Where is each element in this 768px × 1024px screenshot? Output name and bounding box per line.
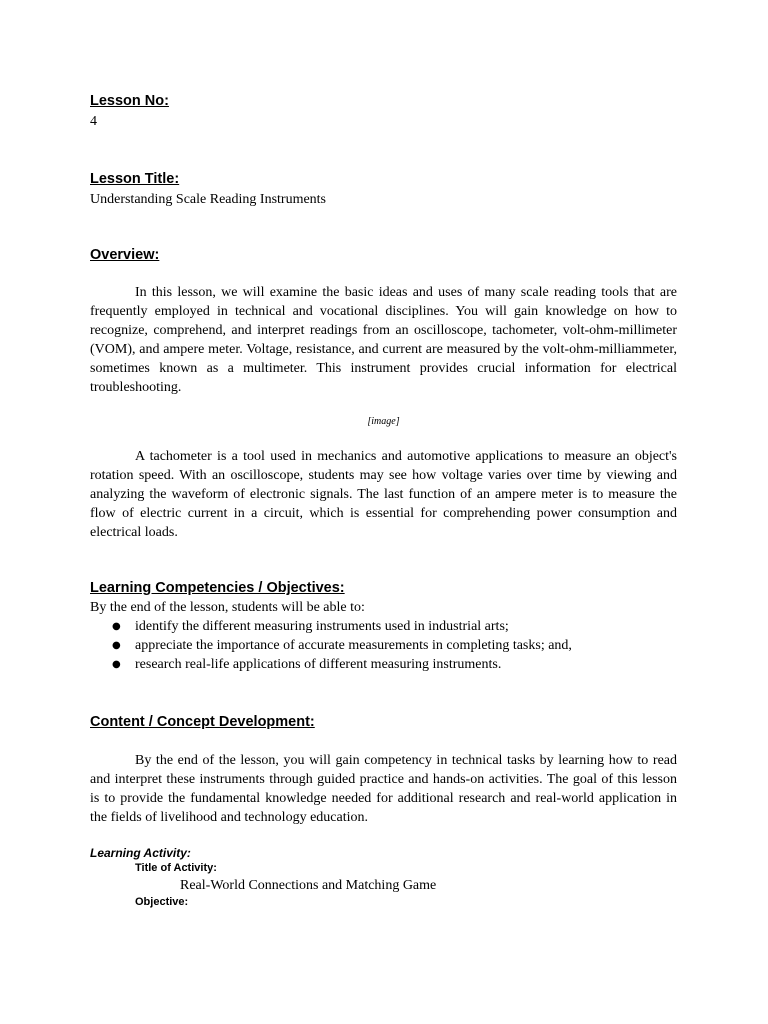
list-item [90, 636, 677, 655]
image-placeholder: [image] [367, 416, 400, 427]
bullet-icon: ● [112, 659, 121, 670]
objective-text: identify the different measuring instruments used in industrial arts; [135, 619, 509, 634]
content-paragraph: By the end of the lesson, you will gain competency in technical tasks by learning how to read and interpret these instruments through guided practice and hands-on activities. The goal of this lesson is to provide the fundamental knowledge needed for additional research and real-world application in the fields of livelihood and technology education. [90, 753, 677, 825]
lesson-title-heading: Lesson Title: [90, 171, 180, 187]
objectives-heading: Learning Competencies / Objectives: [90, 580, 345, 596]
learning-activity-heading: Learning Activity: [90, 846, 191, 860]
activity-title-value: Real-World Connections and Matching Game [180, 878, 437, 893]
overview-paragraph-2: A tachometer is a tool used in mechanics and automotive applications to measure an object's rotation speed. With an oscilloscope, students may see how voltage varies over time by viewing and analyzing the waveform of electronic signals. The last function of an ampere meter is to measure the flow of electric current in a circuit, which is essential for comprehending power consumption and electrical loads. [90, 449, 677, 540]
document-page [90, 92, 677, 910]
objective-text: appreciate the importance of accurate measurements in completing tasks; and, [135, 638, 572, 653]
objectives-intro: By the end of the lesson, students will be able to: [90, 600, 365, 615]
list-item [90, 655, 677, 674]
bullet-icon: ● [112, 621, 121, 632]
list-item [90, 617, 677, 636]
overview-paragraph-1: In this lesson, we will examine the basic ideas and uses of many scale reading tools that are frequently employed in technical and vocational disciplines. You will gain knowledge on how to recognize, comprehend, and interpret readings from an oscilloscope, tachometer, volt-ohm-millimeter (VOM), and ampere meter. Voltage, resistance, and current are measured by the volt-ohm-milliammeter, sometimes known as a multimeter. This instrument provides crucial information for electrical troubleshooting. [90, 285, 677, 395]
lesson-no-heading: Lesson No: [90, 93, 169, 109]
objective-text: research real-life applications of different measuring instruments. [135, 657, 502, 672]
content-heading: Content / Concept Development: [90, 714, 315, 730]
activity-objective-label: Objective: [135, 896, 189, 908]
lesson-title-value: Understanding Scale Reading Instruments [90, 192, 327, 207]
lesson-no-value: 4 [90, 114, 97, 129]
bullet-icon: ● [112, 640, 121, 651]
objectives-list [90, 617, 677, 674]
activity-title-label: Title of Activity: [135, 862, 217, 874]
overview-heading: Overview: [90, 247, 160, 263]
